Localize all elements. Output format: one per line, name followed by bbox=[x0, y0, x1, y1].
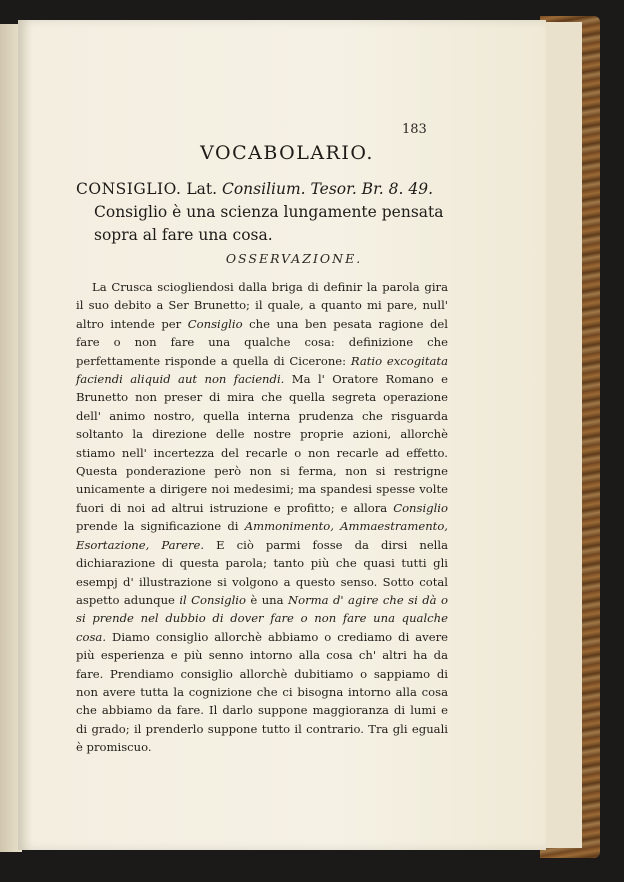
observation-paragraph bbox=[76, 278, 448, 757]
text-run: Ma l' Oratore Romano e Brunetto non preser di mira che quella segreta operazione dell' animo nostro, quella interna prudenza che risguarda soltanto la direzione delle nostre proprie azioni, allorchè stiamo nell' incertezza del recarle o non recarle ad effetto. Questa ponderazione però non si ferma, non si restrigne unicamente a dirigere noi medesimi; ma spandesi spesse volte fuori di noi ad altrui istruzione e profitto; e allora bbox=[76, 372, 449, 515]
entry-latin-term: Consilium. bbox=[221, 180, 306, 198]
text-run: che una ben pesata ragione del fare o non fare una qualche cosa: definizione che perfettamente risponde a quella di Cicerone: bbox=[76, 316, 448, 368]
text-run: La Crusca sciogliendosi dalla briga di definir la parola gira il suo debito a Ser Brunetto; il quale, a quanto mi pare, null' altro intende per bbox=[76, 280, 448, 331]
entry-headword: CONSIGLIO. bbox=[76, 180, 182, 198]
section-title: OSSERVAZIONE. bbox=[225, 251, 363, 266]
book-page bbox=[18, 20, 546, 850]
italic-run: Norma d' agire che si dà o si prende nel dubbio di dover fare o non fare una qualche cosa. bbox=[76, 592, 448, 644]
page-heading: VOCABOLARIO. bbox=[200, 142, 374, 164]
entry-definition: Consiglio è una scienza lungamente pensata sopra al fare una cosa. bbox=[94, 203, 444, 244]
entry-source-ref: Tesor. Br. 8. 49. bbox=[310, 180, 434, 198]
italic-run: Ratio excogitata faciendi aliquid aut non faciendi. bbox=[76, 353, 448, 387]
text-run: Diamo consiglio allorchè abbiamo o crediamo di avere più esperienza e più senno intorno alla cosa ch' altri ha da fare. Prendiamo consiglio allorchè dubitiamo o sappiamo di non avere tutta la cognizione che ci bisogna intorno alla cosa che abbiamo da fare. Il darlo suppone maggioranza di lumi e di grado; il prenderlo suppone tutto il contrario. Tra gli eguali è promiscuo. bbox=[76, 629, 448, 755]
page-number: 183 bbox=[402, 122, 427, 137]
text-run: prende la significazione di bbox=[76, 519, 245, 534]
text-run: è una bbox=[245, 592, 288, 607]
italic-run: Ammonimento, Ammaestramento, Esortazione, Parere. bbox=[76, 519, 448, 552]
entry-lang-label: Lat. bbox=[186, 180, 218, 198]
dictionary-entry bbox=[76, 178, 448, 247]
text-run: E ciò parmi fosse da dirsi nella dichiarazione di questa parola; tanto più che quasi tutti gli esempj d' illustrazione si volgono a questo senso. Sotto cotal aspetto adunque bbox=[76, 537, 449, 607]
italic-run: Consiglio bbox=[393, 500, 448, 515]
italic-run: Consiglio bbox=[187, 316, 243, 331]
observation-text bbox=[76, 278, 448, 757]
italic-run: il Consiglio bbox=[179, 592, 246, 607]
